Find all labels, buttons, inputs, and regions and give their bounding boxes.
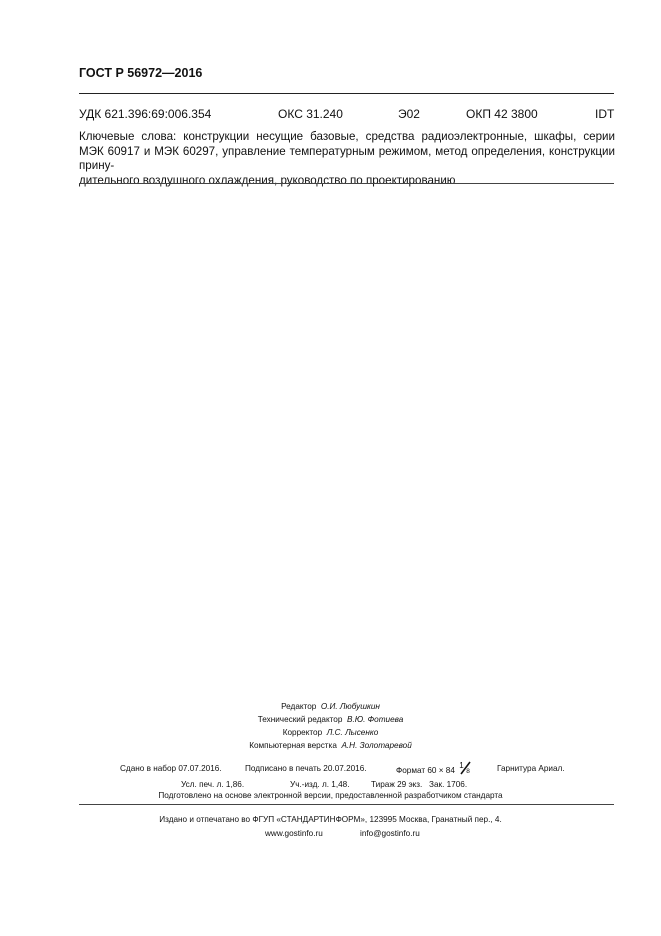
keywords-line: Ключевые слова: конструкции несущие базовые, средства радиоэлектронные, шкафы, серии <box>79 130 615 143</box>
format-label: Формат 60 × 84 <box>396 766 455 775</box>
keywords-line: дительного воздушного охлаждения, руководство по проектированию <box>79 173 456 187</box>
website-link[interactable]: www.gostinfo.ru <box>265 829 323 838</box>
corrector-name: Л.С. Лысенко <box>326 728 379 737</box>
header-divider <box>79 93 614 94</box>
corrector-row <box>0 726 661 739</box>
tech-editor-label: Технический редактор <box>257 715 343 724</box>
format-info <box>396 761 473 776</box>
format-denominator: 8 <box>466 768 470 775</box>
keywords-divider <box>79 183 614 184</box>
order-number: Зак. 1706. <box>429 780 468 789</box>
okp-code: ОКП 42 3800 <box>466 107 538 121</box>
print-run: Тираж 29 экз. <box>371 780 423 789</box>
editor-name: О.И. Любушкин <box>320 702 380 711</box>
layout-label: Компьютерная верстка <box>249 741 337 750</box>
corrector-label: Корректор <box>282 728 323 737</box>
editor-row <box>0 700 661 713</box>
format-fraction <box>457 761 473 776</box>
format-numerator: 1 <box>459 761 464 770</box>
standard-code: ГОСТ Р 56972—2016 <box>79 66 203 80</box>
submitted-date: Сдано в набор 07.07.2016. <box>120 764 222 773</box>
idt-code: IDT <box>595 107 615 121</box>
editor-label: Редактор <box>281 702 317 711</box>
udk-code: УДК 621.396:69:006.354 <box>79 107 212 121</box>
layout-row <box>0 739 661 752</box>
tech-editor-name: В.Ю. Фотиева <box>346 715 404 724</box>
email-link[interactable]: info@gostinfo.ru <box>360 829 420 838</box>
print-sheets: Усл. печ. л. 1,86. <box>181 780 245 789</box>
keywords-line: МЭК 60917 и МЭК 60297, управление температурным режимом, метод определения, конструкции прину- <box>79 144 615 172</box>
publisher-line: Издано и отпечатано во ФГУП «СТАНДАРТИНФОРМ», 123995 Москва, Гранатный пер., 4. <box>159 815 502 824</box>
layout-name: А.Н. Золотаревой <box>341 741 412 750</box>
keywords-block <box>79 130 615 188</box>
e-code: Э02 <box>398 107 420 121</box>
tech-editor-row <box>0 713 661 726</box>
oks-code: ОКС 31.240 <box>278 107 343 121</box>
publ-sheets: Уч.-изд. л. 1,48. <box>290 780 350 789</box>
footer-divider <box>79 804 614 805</box>
font-info: Гарнитура Ариал. <box>497 764 565 773</box>
credits-block <box>0 700 661 752</box>
prepared-note: Подготовлено на основе электронной версии, предоставленной разработчиком стандарта <box>158 791 503 800</box>
signed-date: Подписано в печать 20.07.2016. <box>245 764 367 773</box>
